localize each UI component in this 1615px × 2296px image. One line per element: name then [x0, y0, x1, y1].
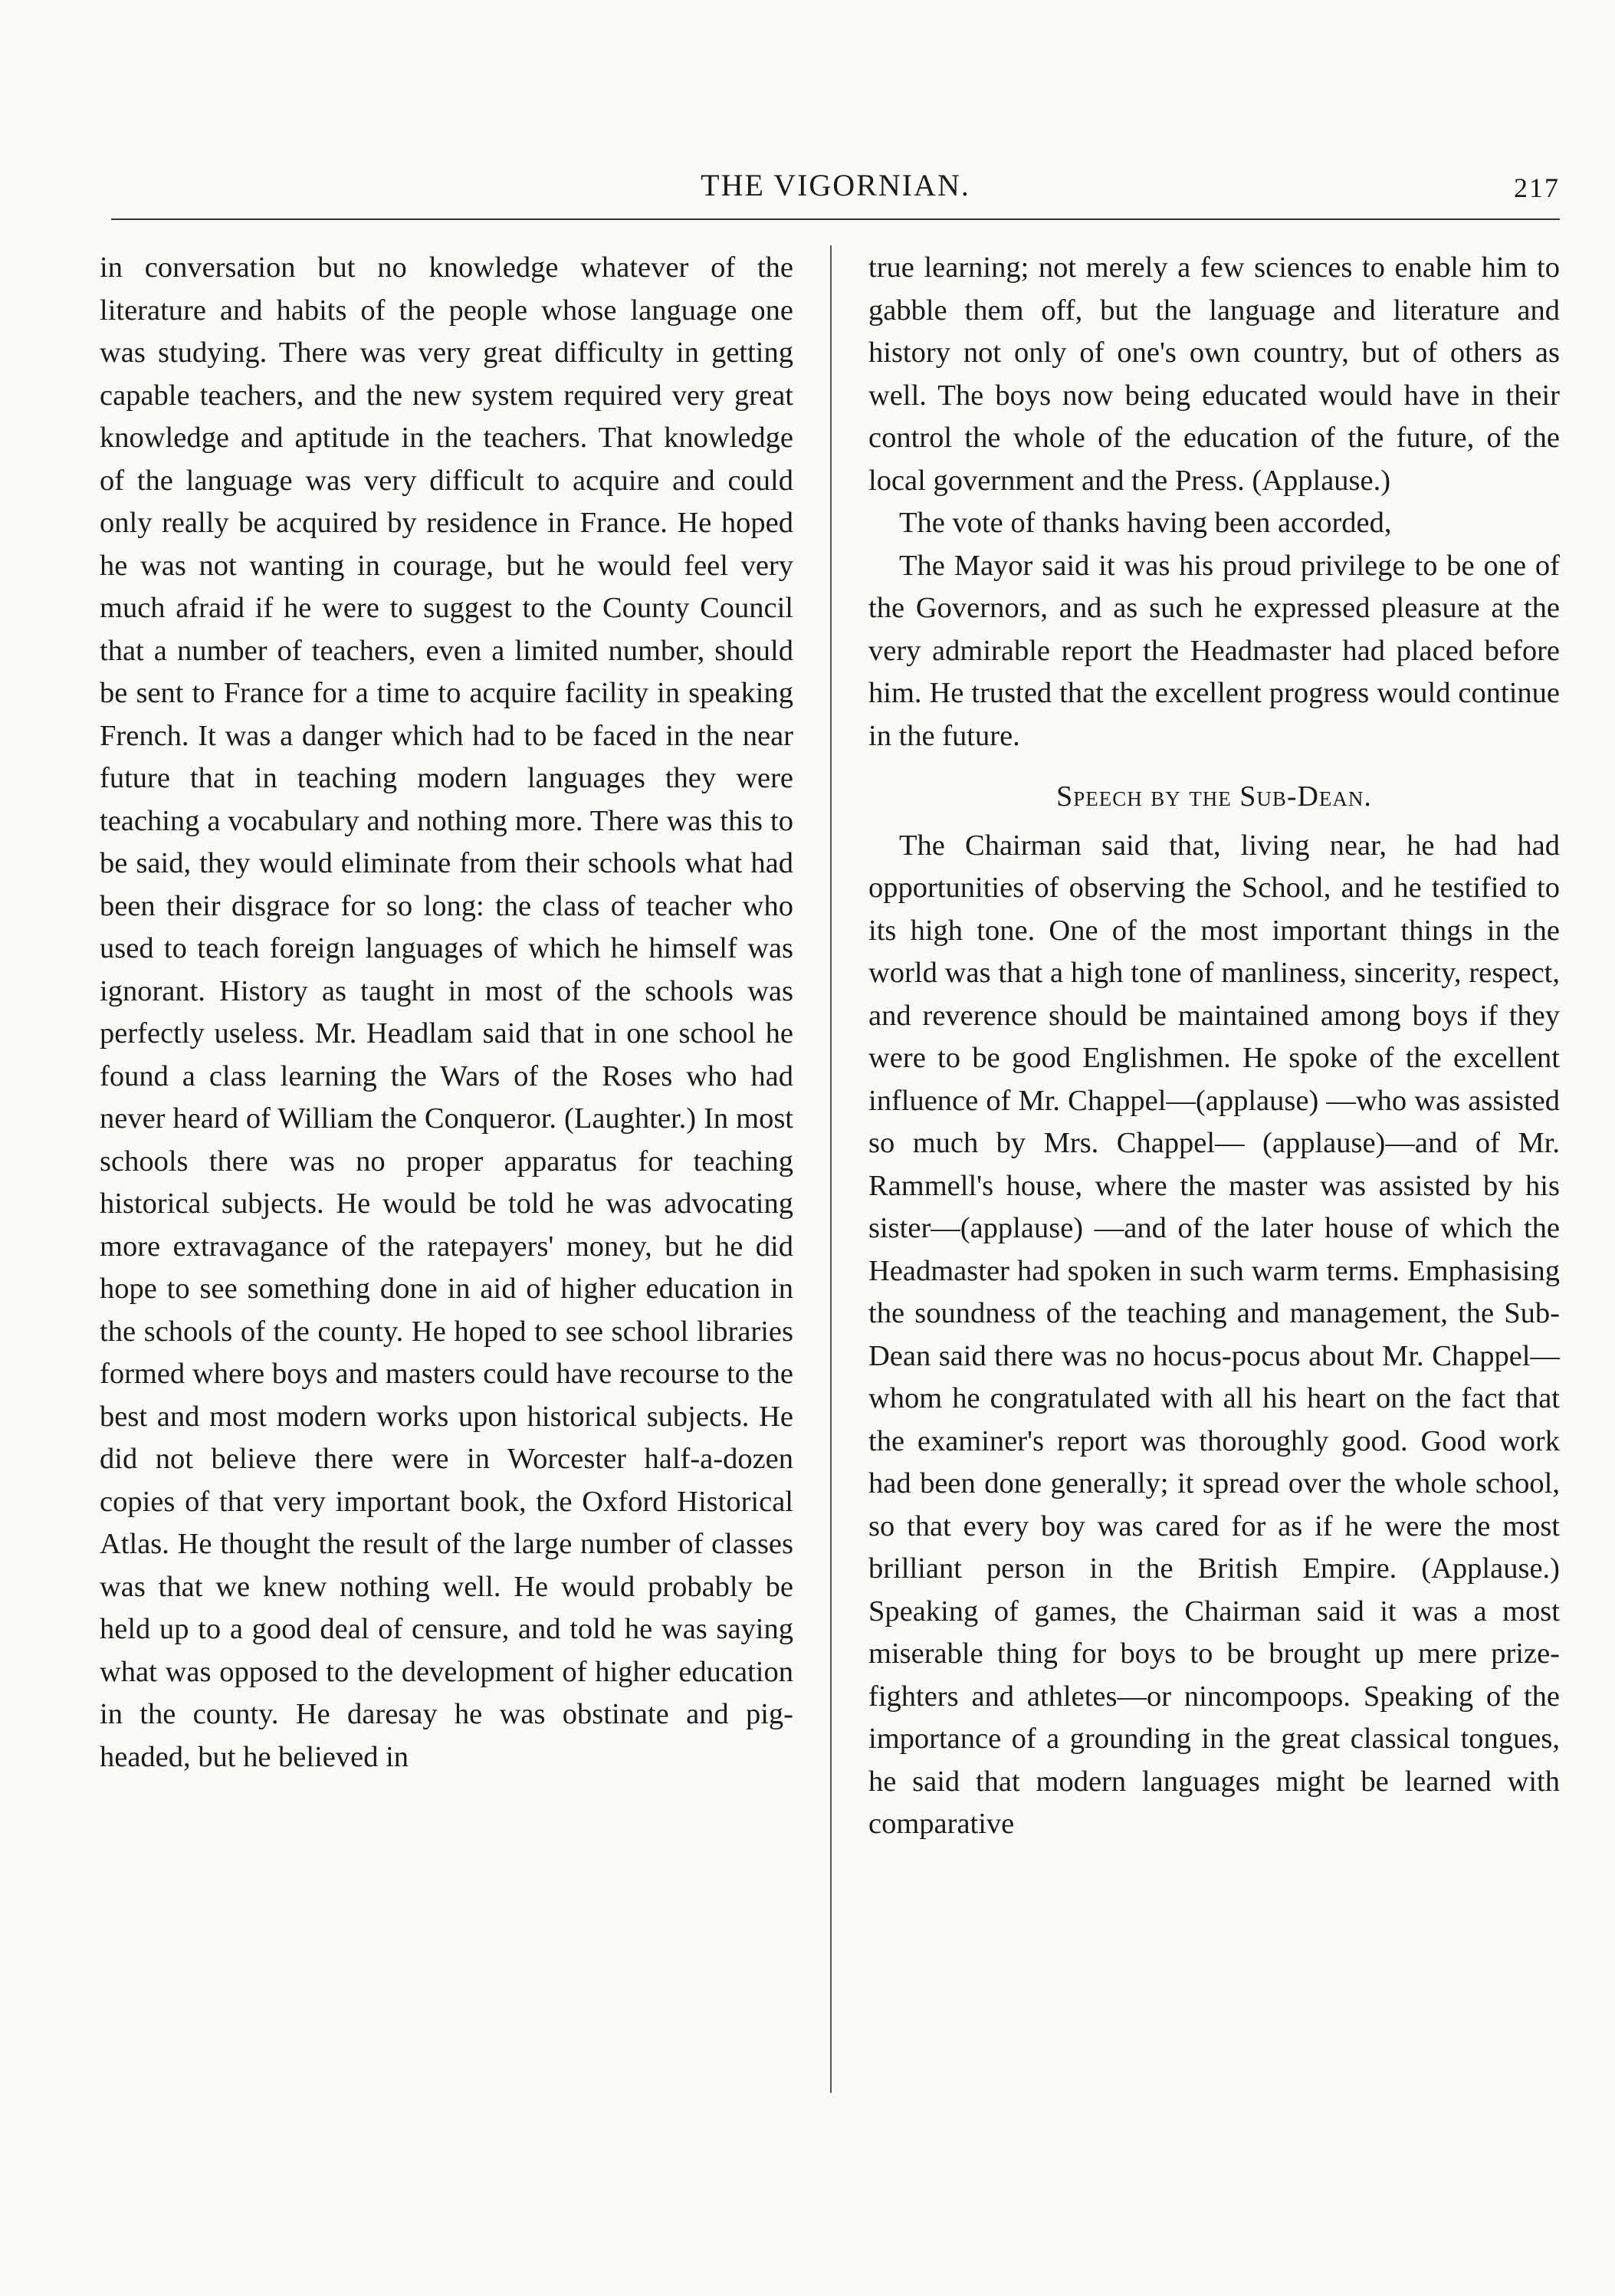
section-heading: Speech by the Sub-Dean.: [1056, 780, 1372, 813]
column-divider: [830, 245, 832, 2093]
paragraph-chairman: The Chairman said that, living near, he had had opportunities of observing the School, and he testified to its high tone. One of the most important things in the world was that a high tone of manliness, sincerity, respect, and reverence should be maintained among boys if they were to be good Englishmen. He spoke of the excellent influence of Mr. Chappel—(applause) —who was assisted so much by Mrs. Chappel— (applause)—and of Mr. Rammell's house, where the master was assisted by his sister—(applause) —and of the later house of which the Headmaster had spoken in such warm terms. Emphasising the soundness of the teaching and management, the Sub-Dean said there was no hocus-pocus about Mr. Chappel—whom he congratulated with all his heart on the fact that the examiner's report was thoroughly good. Good work had been done generally; it spread over the whole school, so that every boy was cared for as if he were the most brilliant person in the British Empire. (Applause.) Speaking of games, the Chairman said it was a most miserable thing for boys to be brought up mere prize-fighters and athletes—or nincompoops. Speaking of the importance of a grounding in the great classical tongues, he said that modern languages might be learned with comparative: [868, 829, 1560, 1840]
page-number: 217: [1514, 172, 1560, 203]
running-title: THE VIGORNIAN.: [701, 168, 970, 202]
paragraph-continuation: true learning; not merely a few sciences to enable him to gabble them off, but the language and literature and history not only of one's own country, but of others as well. The boys now being educated would have in their control the whole of the education of the future, of the local government and the Press. (Applause.): [868, 251, 1560, 497]
paragraph-vote-of-thanks: The vote of thanks having been accorded,: [899, 507, 1392, 539]
left-column: [100, 247, 793, 1779]
right-column: [868, 247, 1560, 1846]
header-rule: [111, 218, 1560, 220]
paragraph-mayor: The Mayor said it was his proud privilege to be one of the Governors, and as such he expressed pleasure at the very admirable report the Headmaster had placed before him. He trusted that the excellent progress would continue in the future.: [868, 549, 1560, 752]
page-header: [111, 167, 1560, 213]
left-column-text: in conversation but no knowledge whatever of the literature and habits of the people whose language one was studying. There was very great difficulty in getting capable teachers, and the new system required very great knowledge and aptitude in the teachers. That knowledge of the language was very difficult to acquire and could only really be acquired by residence in France. He hoped he was not wanting in courage, but he would feel very much afraid if he were to suggest to the County Council that a number of teachers, even a limited number, should be sent to France for a time to acquire facility in speaking French. It was a danger which had to be faced in the near future that in teaching modern languages they were teaching a vocabulary and nothing more. There was this to be said, they would eliminate from their schools what had been their disgrace for so long: the class of teacher who used to teach foreign languages of which he himself was ignorant. History as taught in most of the schools was perfectly useless. Mr. Headlam said that in one school he found a class learning the Wars of the Roses who had never heard of William the Conqueror. (Laughter.) In most schools there was no proper apparatus for teaching historical subjects. He would be told he was advocating more extravagance of the ratepayers' money, but he did hope to see something done in aid of higher education in the schools of the county. He hoped to see school libraries formed where boys and masters could have recourse to the best and most modern works upon historical subjects. He did not believe there were in Worcester half-a-dozen copies of that very important book, the Oxford Historical Atlas. He thought the result of the large number of classes was that we knew nothing well. He would probably be held up to a good deal of censure, and told he was saying what was opposed to the development of higher education in the county. He daresay he was obstinate and pig-headed, but he believed in: [100, 251, 793, 1773]
